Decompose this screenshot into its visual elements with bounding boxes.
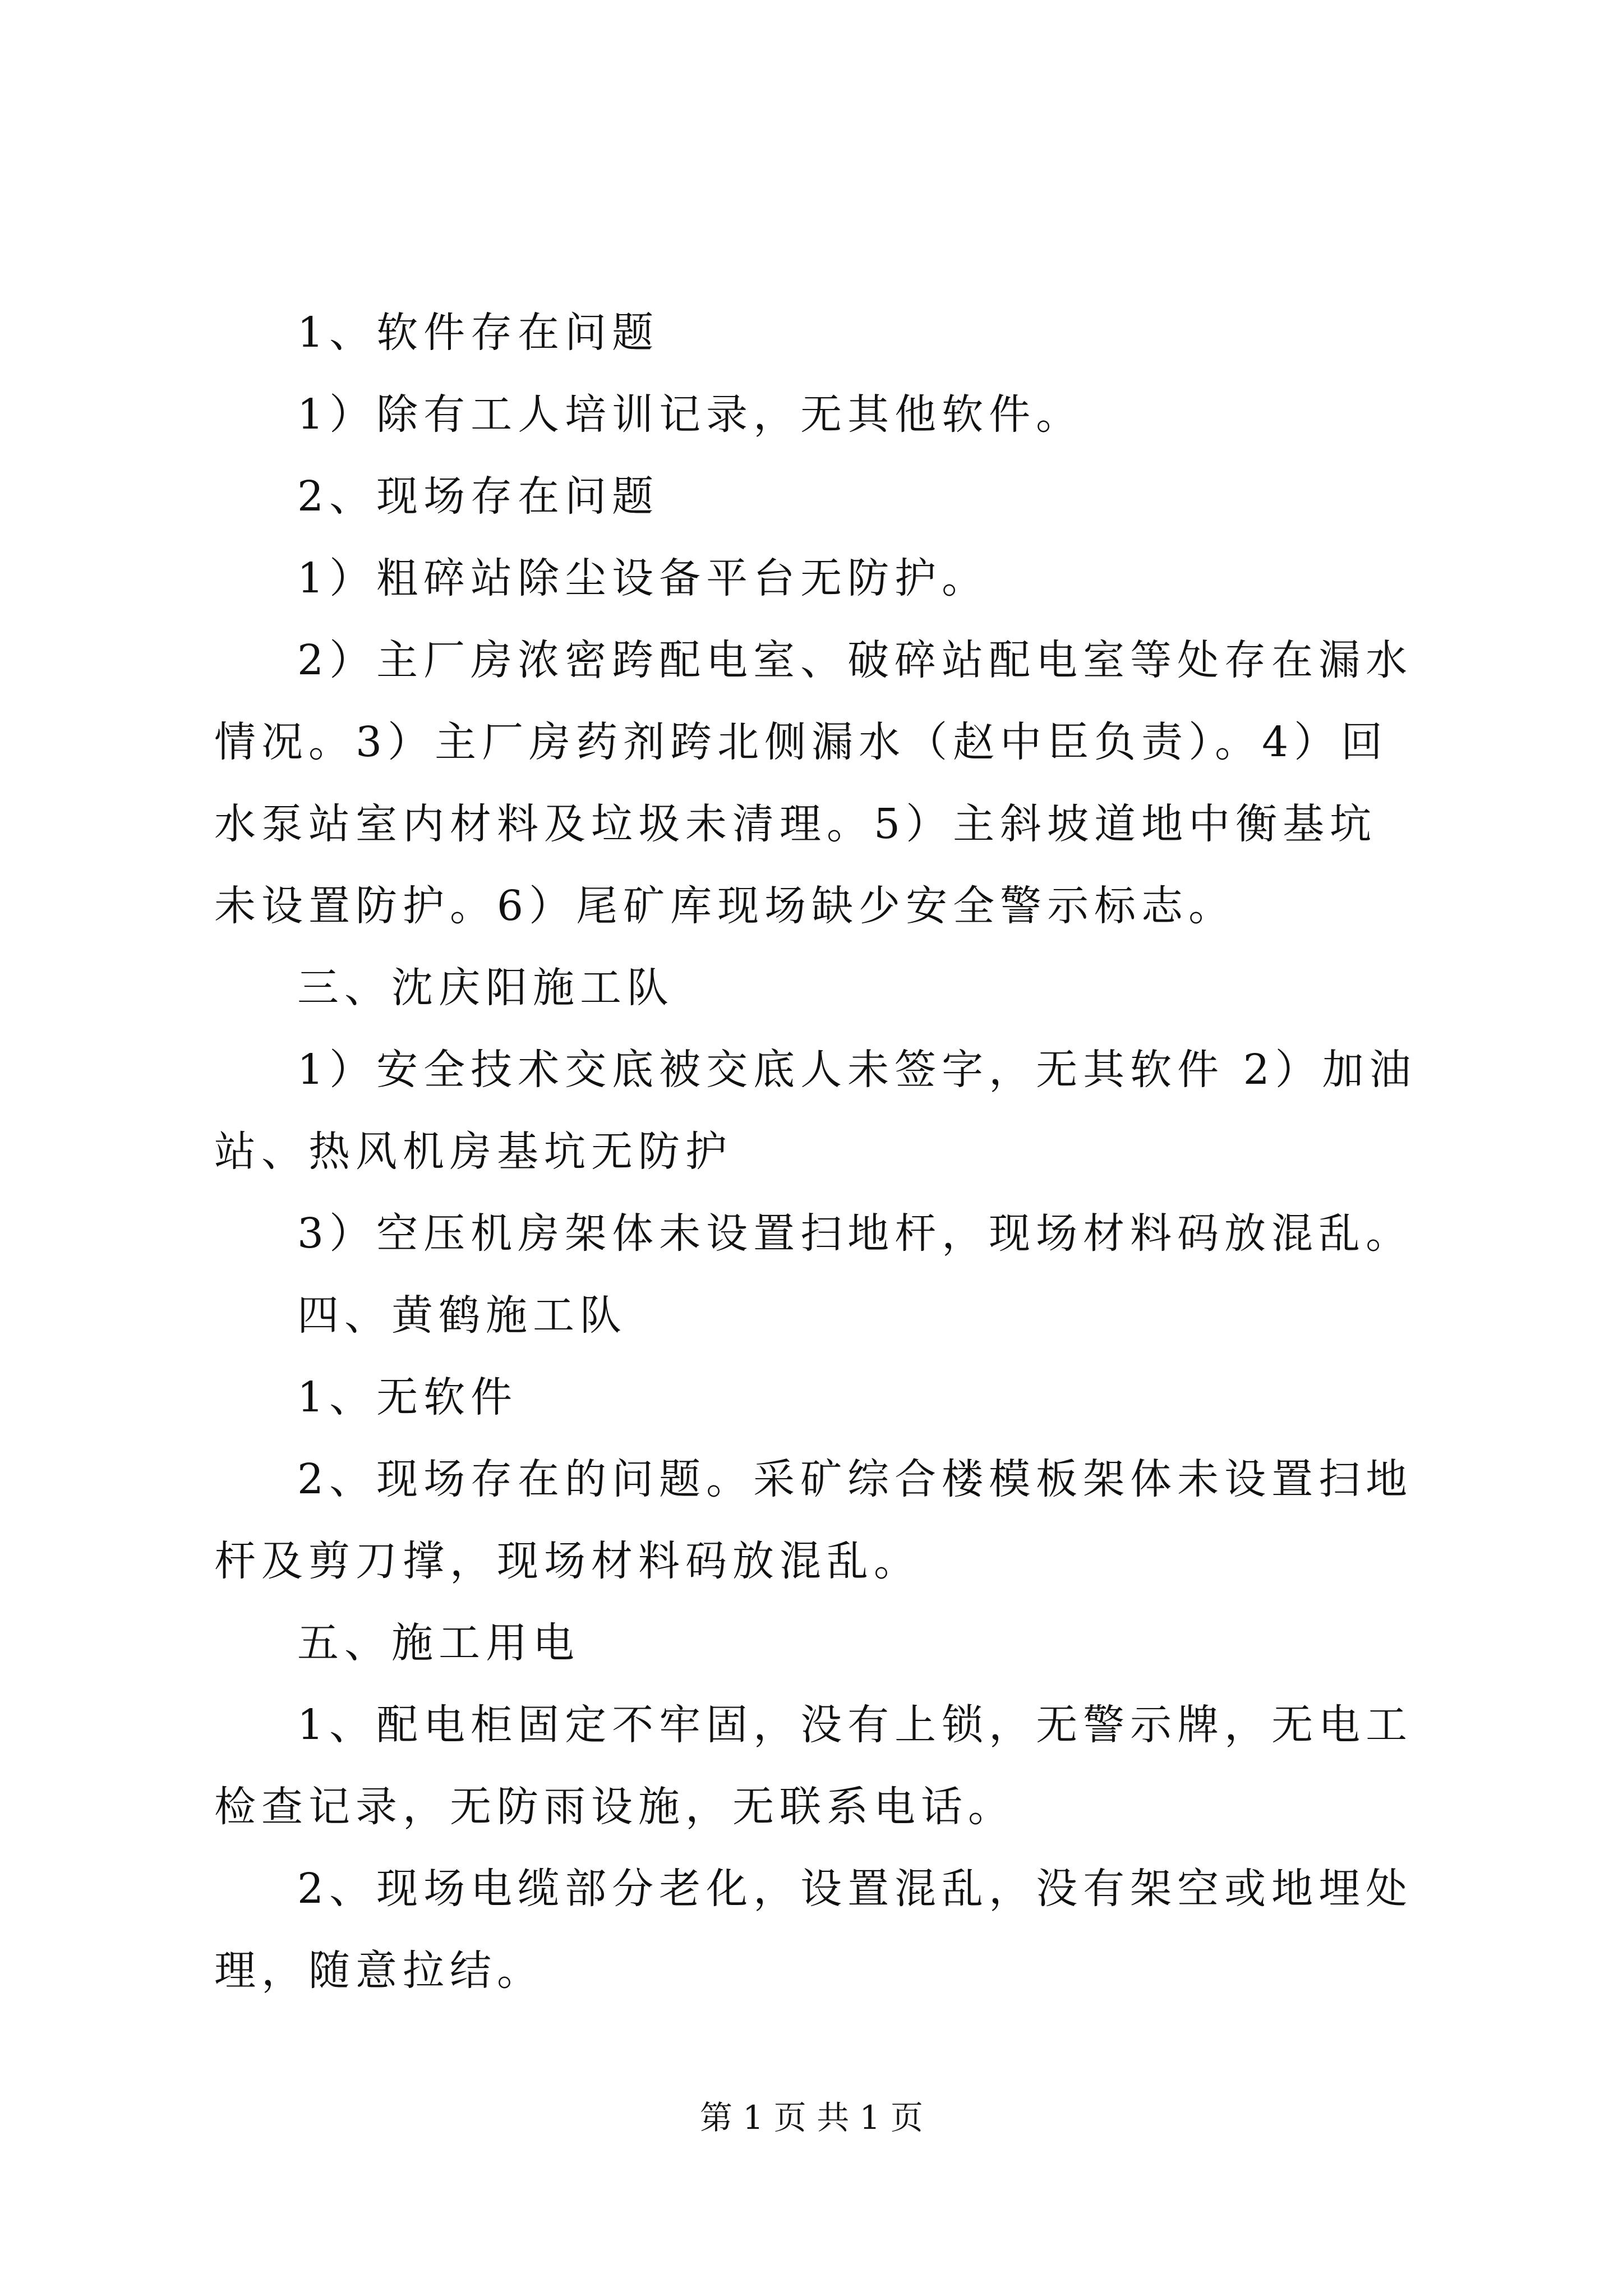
paragraph: 2、现场电缆部分老化，设置混乱，没有架空或地埋处理，随意拉结。 bbox=[214, 1865, 1413, 1995]
paragraph: 1、配电柜固定不牢固，没有上锁，无警示牌，无电工检查记录，无防雨设施，无联系电话。 bbox=[214, 1701, 1413, 1831]
paragraph: 1）安全技术交底被交底人未签字，无其软件 2）加油站、热风机房基坑无防护 bbox=[214, 1046, 1417, 1176]
section-heading: 四、黄鹤施工队 bbox=[297, 1291, 627, 1340]
paragraph: 1）粗碎站除尘设备平台无防护。 bbox=[297, 554, 989, 602]
section-heading: 五、施工用电 bbox=[297, 1619, 580, 1667]
page-footer: 第 1 页 共 1 页 bbox=[700, 2099, 923, 2137]
paragraph: 3）空压机房架体未设置扫地杆，现场材料码放混乱。 bbox=[297, 1209, 1413, 1258]
paragraph: 2）主厂房浓密跨配电室、破碎站配电室等处存在漏水情况。3）主厂房药剂跨北侧漏水（赵中臣负责）。4）回水泵站室内材料及垃圾未清理。5）主斜坡道地中衡基坑未设置防护。6）尾矿库现场缺少安全警示标志。 bbox=[214, 636, 1413, 930]
paragraph: 1、无软件 bbox=[297, 1373, 518, 1421]
section-heading: 三、沈庆阳施工队 bbox=[297, 964, 674, 1012]
paragraph: 1、软件存在问题 bbox=[297, 309, 660, 357]
paragraph: 2、现场存在的问题。采矿综合楼模板架体未设置扫地杆及剪刀撑，现场材料码放混乱。 bbox=[214, 1455, 1413, 1585]
document-body bbox=[214, 292, 1420, 2012]
paragraph: 1）除有工人培训记录，无其他软件。 bbox=[297, 390, 1083, 439]
paragraph: 2、现场存在问题 bbox=[297, 472, 660, 521]
